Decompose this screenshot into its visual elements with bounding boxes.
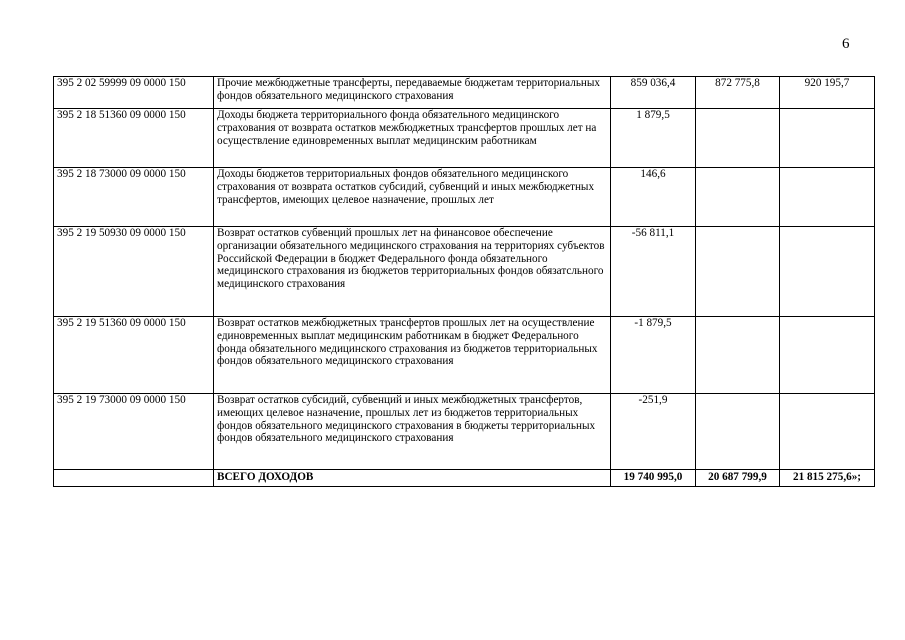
year3-amount-cell bbox=[780, 227, 875, 317]
year2-amount-cell: 872 775,8 bbox=[696, 77, 780, 109]
total-year3-amount: 21 815 275,6»; bbox=[780, 470, 875, 487]
year3-amount-cell bbox=[780, 394, 875, 470]
year3-amount-cell bbox=[780, 317, 875, 394]
total-row bbox=[54, 470, 875, 487]
budget-code-cell: 395 2 18 73000 09 0000 150 bbox=[54, 168, 214, 227]
year1-amount-cell: 859 036,4 bbox=[611, 77, 696, 109]
description-cell: Возврат остатков межбюджетных трансфертов прошлых лет на осуществление единовременных выплат медицинским работникам в бюджет Федерального фонда обязательного медицинского страхования из бюджетов территориальных фондов обязательного медицинского страхования bbox=[214, 317, 611, 394]
year2-amount-cell bbox=[696, 317, 780, 394]
total-year1-amount: 19 740 995,0 bbox=[611, 470, 696, 487]
year1-amount-cell: -1 879,5 bbox=[611, 317, 696, 394]
year2-amount-cell bbox=[696, 394, 780, 470]
table-row bbox=[54, 168, 875, 227]
description-cell: Доходы бюджета территориального фонда обязательного медицинского страхования от возврата остатков межбюджетных трансфертов прошлых лет на осуществление единовременных выплат медицинским работникам bbox=[214, 109, 611, 168]
table-row bbox=[54, 227, 875, 317]
year1-amount-cell: 146,6 bbox=[611, 168, 696, 227]
total-year2-amount: 20 687 799,9 bbox=[696, 470, 780, 487]
year3-amount-cell bbox=[780, 168, 875, 227]
year1-amount-cell: -251,9 bbox=[611, 394, 696, 470]
year1-amount-cell: 1 879,5 bbox=[611, 109, 696, 168]
table-row bbox=[54, 394, 875, 470]
total-label: ВСЕГО ДОХОДОВ bbox=[214, 470, 611, 487]
description-cell: Возврат остатков субвенций прошлых лет на финансовое обеспечение организации обязательного медицинского страхования на территориях субъектов Российской Федерации в бюджет Федерального фонда обязательного медицинского страхования из бюджетов территориальных фондов обязатсльного медицинского страхования bbox=[214, 227, 611, 317]
total-code-cell bbox=[54, 470, 214, 487]
year2-amount-cell bbox=[696, 227, 780, 317]
year3-amount-cell: 920 195,7 bbox=[780, 77, 875, 109]
year2-amount-cell bbox=[696, 109, 780, 168]
budget-code-cell: 395 2 18 51360 09 0000 150 bbox=[54, 109, 214, 168]
year1-amount-cell: -56 811,1 bbox=[611, 227, 696, 317]
table-row bbox=[54, 109, 875, 168]
table-row bbox=[54, 77, 875, 109]
description-cell: Доходы бюджетов территориальных фондов обязательного медицинского страхования от возврата остатков субсидий, субвенций и иных межбюджетных трансфертов, имеющих целевое назначение, прошлых лет bbox=[214, 168, 611, 227]
revenue-table bbox=[53, 76, 875, 487]
table-row bbox=[54, 317, 875, 394]
description-cell: Возврат остатков субсидий, субвенций и иных межбюджетных трансфертов, имеющих целевое назначение, прошлых лет из бюджетов территориальных фондов обязательного медицинского страхования в бюджеты территориальных фондов обязательного медицинского страхования bbox=[214, 394, 611, 470]
budget-code-cell: 395 2 02 59999 09 0000 150 bbox=[54, 77, 214, 109]
year3-amount-cell bbox=[780, 109, 875, 168]
year2-amount-cell bbox=[696, 168, 780, 227]
page-number: 6 bbox=[842, 36, 850, 52]
description-cell: Прочие межбюджетные трансферты, передаваемые бюджетам территориальных фондов обязательного медицинского страхования bbox=[214, 77, 611, 109]
budget-code-cell: 395 2 19 51360 09 0000 150 bbox=[54, 317, 214, 394]
budget-code-cell: 395 2 19 73000 09 0000 150 bbox=[54, 394, 214, 470]
budget-code-cell: 395 2 19 50930 09 0000 150 bbox=[54, 227, 214, 317]
